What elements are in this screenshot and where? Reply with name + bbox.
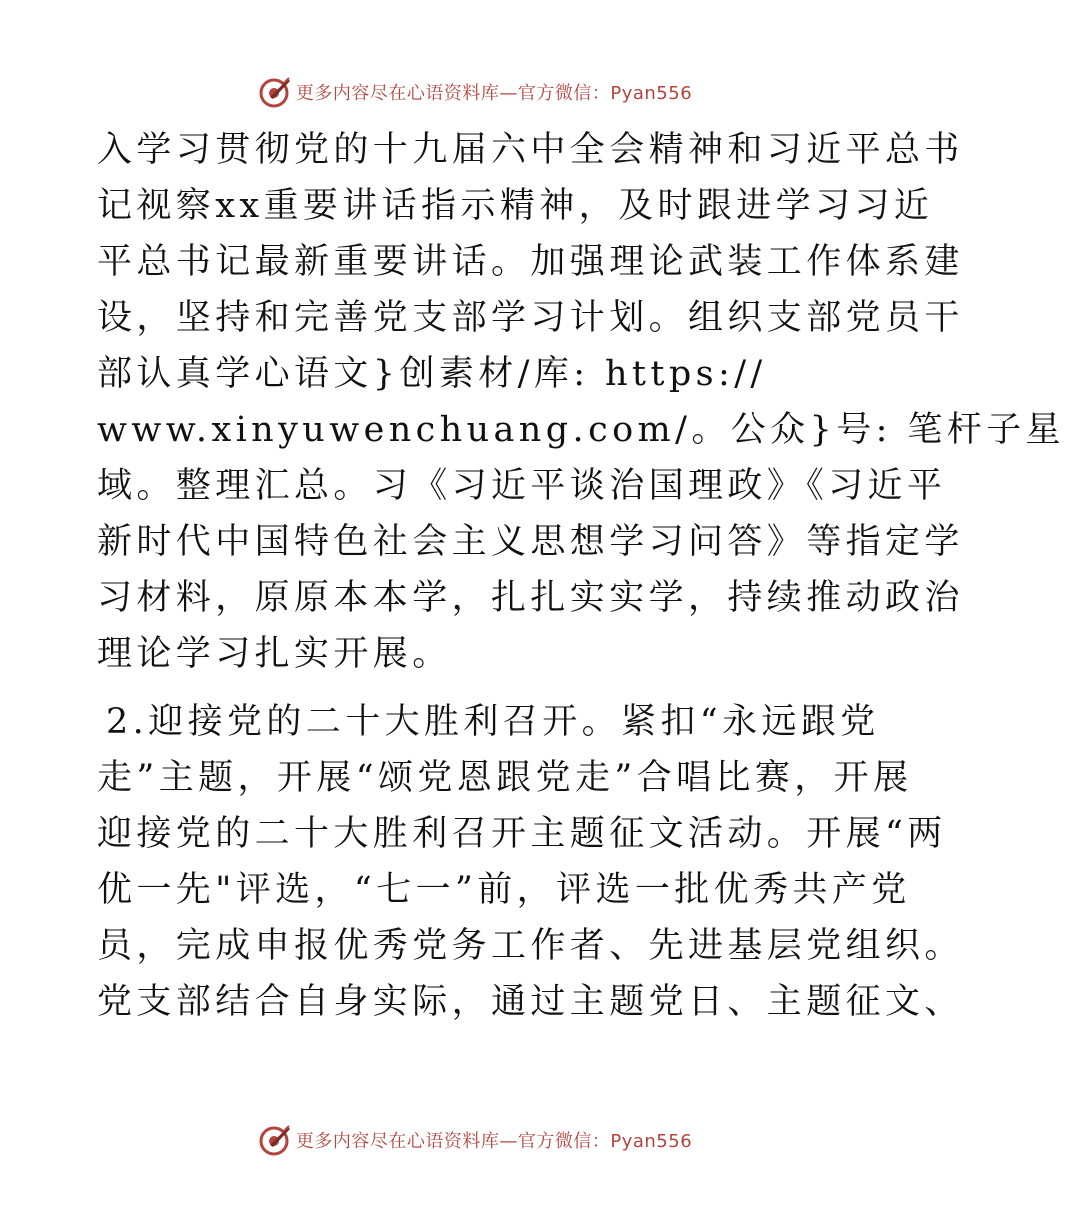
text-line: 平总书记最新重要讲话。加强理论武装工作体系建 (97, 242, 964, 282)
document-body (97, 122, 1065, 1030)
text-line: 设，坚持和完善党支部学习计划。组织支部党员干 (97, 298, 964, 338)
text-line: 党支部结合自身实际，通过主题党日、主题征文、 (97, 982, 964, 1022)
paragraph-2 (97, 694, 964, 1030)
text-line: 新时代中国特色社会主义思想学习问答》等指定学 (97, 522, 964, 562)
header-watermark (0, 70, 950, 114)
quill-logo-icon (258, 75, 292, 109)
text-line: 员，完成申报优秀党务工作者、先进基层党组织。 (97, 926, 964, 966)
text-line: 优一先"评选，“七一”前，评选一批优秀共产党 (97, 870, 911, 910)
quill-logo-icon (258, 1123, 292, 1157)
paragraph-1 (97, 122, 1065, 682)
text-line: 记视察xx重要讲话指示精神，及时跟进学习习近 (97, 186, 934, 226)
text-line: 入学习贯彻党的十九届六中全会精神和习近平总书 (97, 130, 964, 170)
text-line: 走”主题，开展“颂党恩跟党走”合唱比赛，开展 (97, 758, 913, 798)
text-line: 部认真学心语文}创素材/库: https:// (97, 354, 767, 394)
watermark-text: 更多内容尽在心语资料库—官方微信：Pyan556 (295, 1131, 693, 1152)
text-line: 理论学习扎实开展。 (97, 634, 452, 674)
footer-watermark (0, 1118, 950, 1162)
paragraph-spacer (97, 682, 857, 694)
text-line: 域。整理汇总。习《习近平谈治国理政》《习近平 (97, 466, 947, 506)
text-line: 2.迎接党的二十大胜利召开。紧扣“永远跟党 (106, 702, 880, 742)
watermark-text: 更多内容尽在心语资料库—官方微信：Pyan556 (295, 83, 693, 104)
text-line: www.xinyuwenchuang.com/。公众}号: 笔杆子星 (97, 410, 1065, 450)
text-line: 习材料，原原本本学，扎扎实实学，持续推动政治 (97, 578, 964, 618)
text-line: 迎接党的二十大胜利召开主题征文活动。开展“两 (97, 814, 947, 854)
